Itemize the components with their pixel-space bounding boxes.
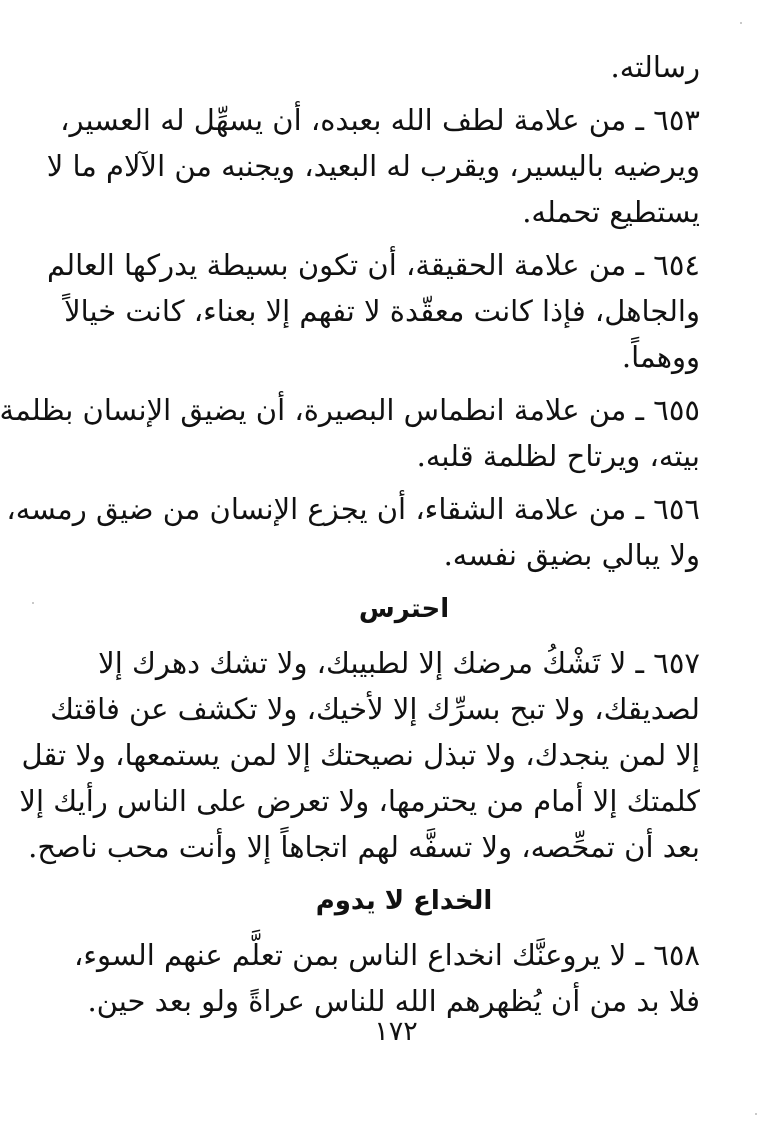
entry-658 (74, 932, 700, 1024)
text-line: كلمتك إلا أمام من يحترمها، ولا تعرض على الناس رأيك إلا (19, 784, 700, 818)
text-line: ولا يبالي بضيق نفسه. (443, 538, 700, 572)
scan-speck (32, 602, 34, 604)
text-line: بيته، ويرتاح لظلمة قلبه. (416, 439, 700, 473)
section-heading: احترس (358, 594, 450, 624)
entry-657 (19, 640, 700, 870)
page-number: ١٧٢ (374, 1016, 418, 1047)
entry-653 (46, 97, 700, 235)
text-line: ويرضيه باليسير، ويقرب له البعيد، ويجنبه من الآلام ما لا (46, 149, 700, 183)
text-line: ٦٥٤ ـ من علامة الحقيقة، أن تكون بسيطة يدركها العالم (46, 248, 700, 282)
page-body (0, 44, 700, 1024)
text-line: ووهماً. (621, 340, 700, 374)
entry-654 (46, 242, 700, 380)
entry-656 (6, 486, 700, 578)
text-line: إلا لمن ينجدك، ولا تبذل نصيحتك إلا لمن يستمعها، ولا تقل (21, 738, 700, 772)
text-line: ٦٥٥ ـ من علامة انطماس البصيرة، أن يضيق الإنسان بظلمة (0, 393, 700, 427)
text-line: لصديقك، ولا تبح بسرِّك إلا لأخيك، ولا تكشف عن فاقتك (50, 692, 700, 726)
text-line: رسالته. (610, 50, 700, 84)
text-line: ٦٥٨ ـ لا يروعنَّك انخداع الناس بمن تعلَّم عنهم السوء، (74, 938, 700, 972)
scan-speck (755, 1113, 757, 1115)
text-line: ٦٥٧ ـ لا تَشْكُ مرضك إلا لطبيبك، ولا تشك دهرك إلا (98, 646, 700, 680)
text-line: ٦٥٦ ـ من علامة الشقاء، أن يجزع الإنسان من ضيق رمسه، (6, 492, 700, 526)
text-line: يستطيع تحمله. (522, 195, 700, 229)
text-line: فلا بد من أن يُظهرهم الله للناس عراةً ولو بعد حين. (87, 984, 700, 1018)
scan-speck (740, 22, 742, 24)
section-heading: الخداع لا يدوم (315, 886, 493, 916)
entry-655 (0, 387, 700, 479)
text-line: ٦٥٣ ـ من علامة لطف الله بعبده، أن يسهِّل له العسير، (60, 103, 700, 137)
text-line: بعد أن تمحِّصه، ولا تسفَّه لهم اتجاهاً إلا وأنت محب ناصح. (28, 830, 700, 864)
text-line: والجاهل، فإذا كانت معقّدة لا تفهم إلا بعناء، كانت خيالاً (64, 294, 700, 328)
